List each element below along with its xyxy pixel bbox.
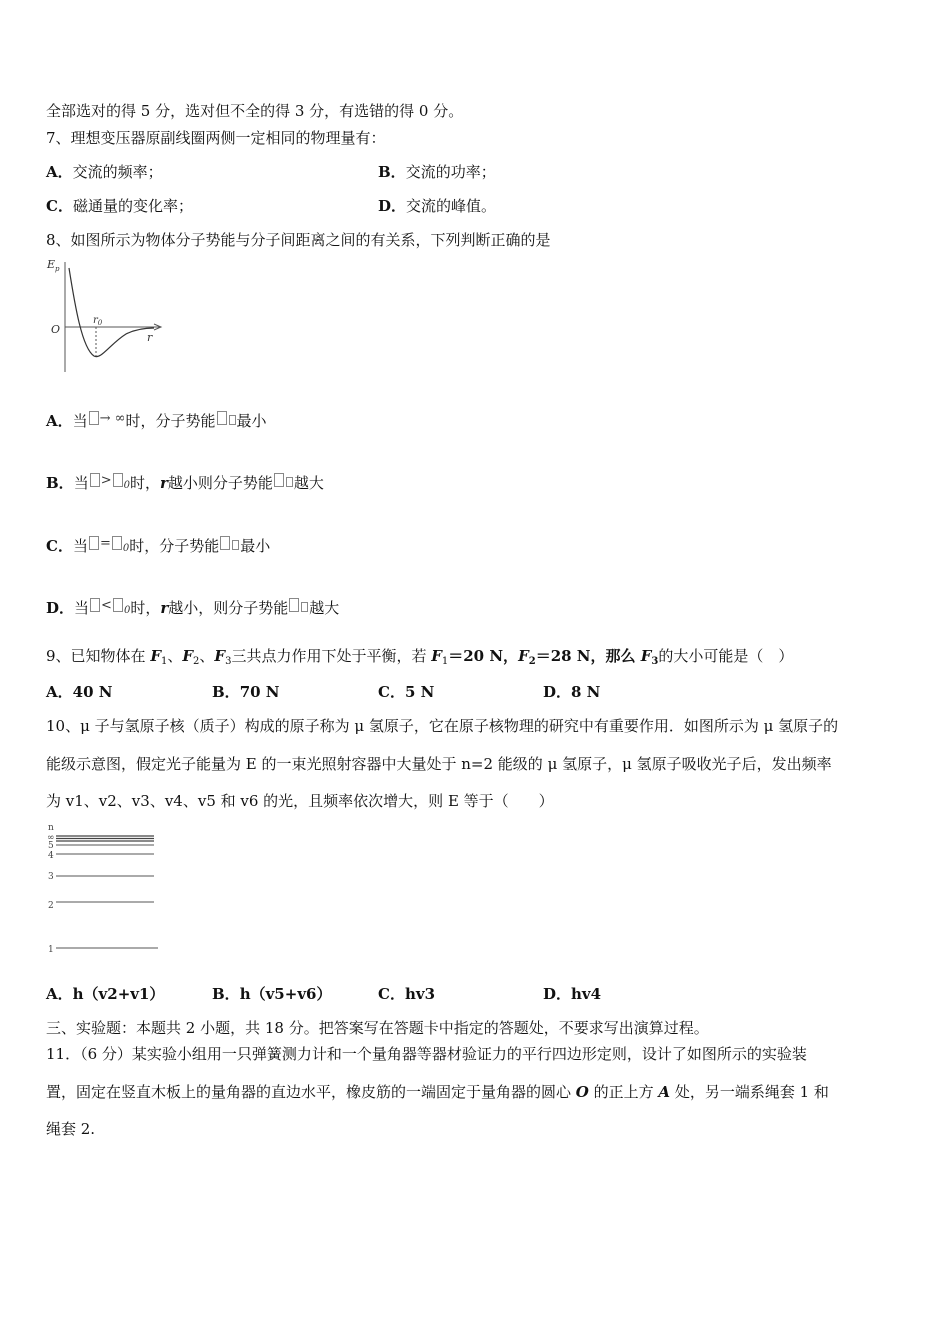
q10-option-b[interactable] (212, 984, 331, 1004)
option-label: C． (46, 537, 73, 555)
section-3-heading: 三、实验题：本题共 2 小题，共 18 分。把答案写在答题卡中指定的答题处，不要求写出演算过程。 (46, 1019, 709, 1037)
subscript-zero: 0 (123, 605, 131, 616)
level-2-label: 2 (48, 901, 54, 911)
option-end: 越大 (309, 599, 340, 617)
n-label: n (48, 823, 54, 833)
option-prefix: 当 (73, 474, 89, 492)
missing-glyph (89, 536, 99, 550)
q10-option-c[interactable] (378, 984, 435, 1004)
option-label: A． (46, 683, 73, 701)
r-axis-label: r (147, 331, 153, 344)
intro-text: 全部选对的得 5 分，选对但不全的得 3 分，有选错的得 0 分。 (46, 102, 464, 120)
infinity-label: ∞ (47, 833, 55, 843)
level-5-label: 5 (48, 841, 54, 851)
option-label: B． (378, 163, 406, 181)
potential-energy-graph (44, 256, 168, 378)
missing-glyph (232, 540, 239, 550)
missing-glyph (90, 473, 100, 487)
option-text: 5 N (404, 683, 435, 701)
q7-stem: 7、理想变压器原副线圈两侧一定相同的物理量有： (46, 129, 386, 147)
option-text: 磁通量的变化率； (72, 197, 193, 215)
ep-axis-label: $E_p$ (47, 258, 60, 273)
q11-stem-line-3: 绳套 2. (46, 1120, 96, 1138)
q11-stem-line-1: 11．（6 分）某实验小组用一只弹簧测力计和一个量角器等器材验证力的平行四边形定则，设计了如图所示的实验装 (46, 1045, 807, 1063)
q9-option-c[interactable] (378, 682, 434, 702)
missing-glyph (217, 411, 227, 425)
q7-option-a[interactable] (46, 162, 163, 182)
q8-stem: 8、如图所示为物体分子势能与分子间距离之间的有关系，下列判断正确的是 (46, 231, 551, 249)
option-text: 40 N (72, 683, 113, 701)
q8-option-c[interactable] (46, 534, 270, 559)
q7-option-b[interactable] (378, 162, 496, 182)
q10-stem-line-2: 能级示意图，假定光子能量为 E 的一束光照射容器中大量处于 n=2 能级的 μ 氢原子，μ 氢原子吸收光子后，发出频率 (46, 755, 832, 773)
option-text: hv3 (404, 985, 436, 1003)
potential-curve (69, 268, 154, 357)
option-mid: 时， (129, 474, 160, 492)
relation-symbol: → ∞ (99, 411, 126, 426)
q9-option-d[interactable] (543, 682, 600, 702)
level-4-label: 4 (48, 851, 54, 861)
q10-stem-line-3: 为 v1、v2、v3、v4、v5 和 v6 的光，且频率依次增大，则 E 等于（ ） (46, 792, 554, 810)
option-label: A． (46, 163, 73, 181)
relation-symbol: < (101, 598, 112, 613)
level-3-label: 3 (48, 872, 54, 882)
option-label: B． (212, 683, 240, 701)
option-end: 越大 (293, 474, 324, 492)
missing-glyph (113, 473, 123, 487)
option-end: 最小 (236, 412, 267, 430)
option-text: 时，分子势能 (129, 537, 220, 555)
relation-symbol: = (99, 536, 111, 551)
r-variable: r (160, 474, 168, 492)
q9-option-b[interactable] (212, 682, 280, 702)
missing-glyph (90, 598, 100, 612)
q7-option-d[interactable] (378, 196, 496, 216)
q7-option-c[interactable] (46, 196, 193, 216)
option-text: 时，分子势能 (125, 412, 216, 430)
option-label: B． (212, 985, 240, 1003)
missing-glyph (274, 473, 284, 487)
subscript-zero: 0 (123, 480, 130, 491)
origin-label: O (51, 323, 61, 336)
missing-glyph (89, 411, 99, 425)
q8-option-a[interactable] (46, 409, 267, 431)
relation-symbol: > (100, 473, 112, 488)
q9-stem: 9、已知物体在 $F_1$、$F_2$、$F_3$三共点力作用下处于平衡，若 $F_1=20$ N，$F_2=28$ N，那么 $F_3$的大小可能是（ ） (46, 647, 794, 667)
option-text: hv4 (571, 985, 602, 1003)
energy-level-diagram (44, 820, 162, 958)
q8-option-d[interactable] (46, 596, 339, 621)
option-label: C． (46, 197, 73, 215)
option-prefix: 当 (72, 537, 88, 555)
q10-option-d[interactable] (543, 984, 601, 1004)
option-end: 最小 (240, 537, 271, 555)
missing-glyph (289, 598, 299, 612)
q9-option-a[interactable] (46, 682, 112, 702)
missing-glyph (220, 536, 230, 550)
option-label: C． (378, 985, 405, 1003)
option-text: 越小则分子势能 (167, 474, 273, 492)
option-label: D． (46, 599, 75, 617)
option-prefix: 当 (74, 599, 90, 617)
r0-label: $r_0$ (93, 315, 103, 327)
subscript-zero: 0 (122, 543, 130, 554)
q10-stem-line-1: 10、μ 子与氢原子核（质子）构成的原子称为 μ 氢原子，它在原子核物理的研究中有重要作用．如图所示为 μ 氢原子的 (46, 717, 839, 735)
option-label: D． (543, 683, 572, 701)
missing-glyph (301, 602, 308, 612)
missing-glyph (112, 536, 122, 550)
missing-glyph (286, 477, 293, 487)
option-label: D． (543, 985, 572, 1003)
q11-stem-line-2: 置，固定在竖直木板上的量角器的直边水平，橡皮筋的一端固定于量角器的圆心 O 的正上方 A 处，另一端系绳套 1 和 (46, 1083, 829, 1101)
option-text: 8 N (571, 683, 601, 701)
option-label: D． (378, 197, 407, 215)
option-text: 越小，则分子势能 (168, 599, 289, 617)
missing-glyph (229, 415, 236, 425)
option-text: 70 N (239, 683, 280, 701)
option-label: C． (378, 683, 405, 701)
option-text: h（v5+v6） (239, 985, 332, 1003)
option-label: A． (46, 412, 73, 430)
option-text: h（v2+v1） (72, 985, 165, 1003)
level-1-label: 1 (48, 945, 54, 955)
option-mid: 时， (130, 599, 161, 617)
option-text: 交流的频率； (72, 163, 163, 181)
option-text: 交流的峰值。 (406, 197, 497, 215)
option-label: B． (46, 474, 74, 492)
option-label: A． (46, 985, 73, 1003)
q10-option-a[interactable] (46, 984, 164, 1004)
option-prefix: 当 (72, 412, 88, 430)
r-variable: r (160, 599, 169, 617)
option-text: 交流的功率； (405, 163, 496, 181)
q8-option-b[interactable] (46, 471, 324, 496)
missing-glyph (113, 598, 123, 612)
